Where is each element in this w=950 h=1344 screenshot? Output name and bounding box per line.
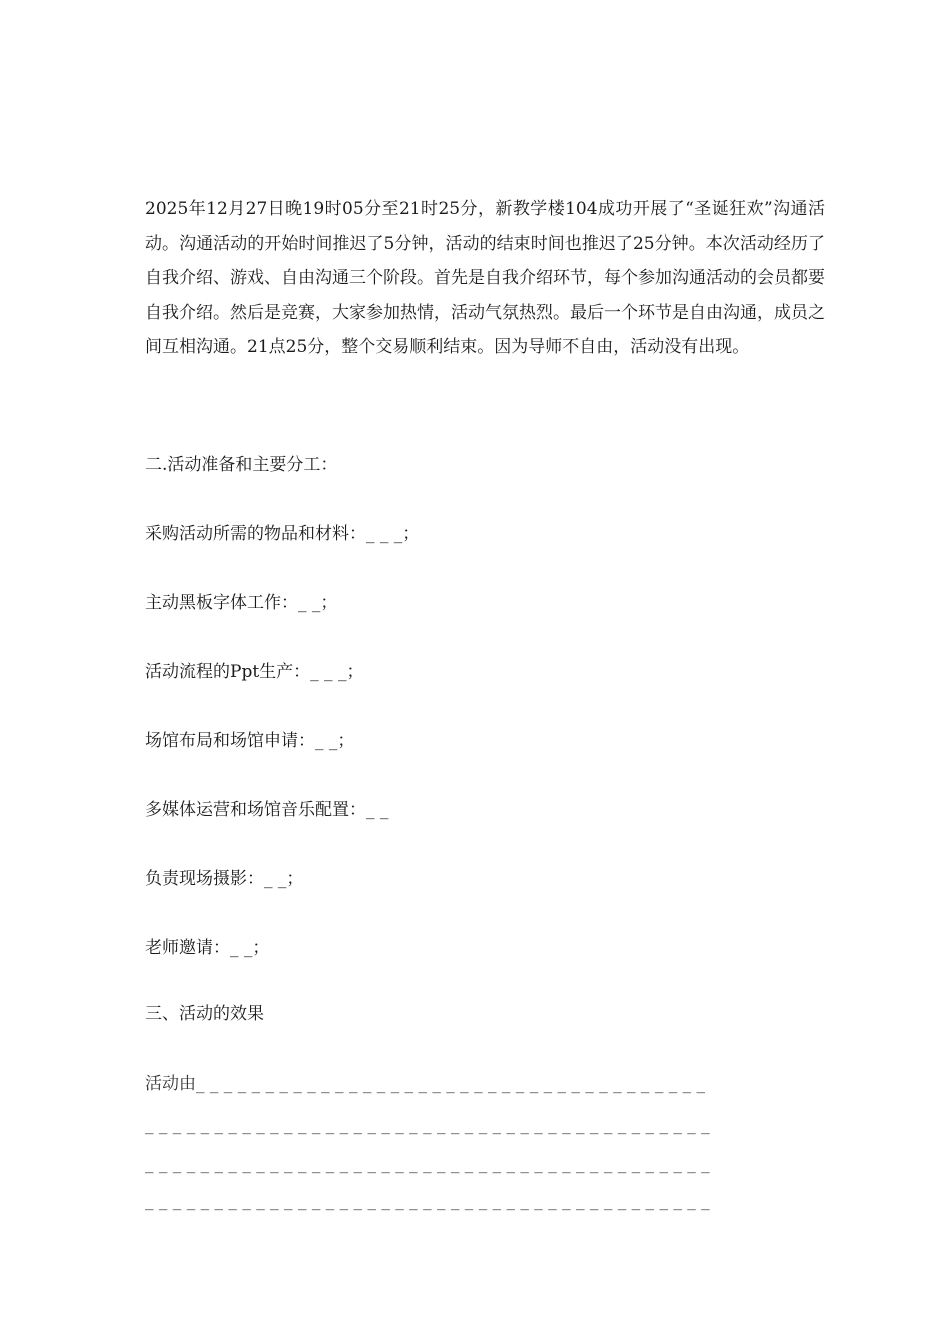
task-photography: 负责现场摄影：_ _； xyxy=(145,869,304,889)
task-blackboard-lettering: 主动黑板字体工作：_ _； xyxy=(145,593,338,613)
task-ppt-production: 活动流程的Ppt生产：_ _ _； xyxy=(145,662,364,682)
task-multimedia-music: 多媒体运营和场馆音乐配置：_ _ xyxy=(145,800,389,820)
task-teacher-invitation: 老师邀请：_ _； xyxy=(145,938,270,958)
section-two-heading: 二.活动准备和主要分工： xyxy=(145,455,338,475)
task-venue-layout: 场馆布局和场馆申请：_ _； xyxy=(145,731,355,751)
section-three-heading: 三、活动的效果 xyxy=(145,1004,264,1024)
effect-fill-line: _ _ _ _ _ _ _ _ _ _ _ _ _ _ _ _ _ _ _ _ _ _ _ _ _ _ _ _ _ _ _ _ _ _ _ _ _ _ _ _ _ xyxy=(145,1191,710,1211)
effect-fill-line: _ _ _ _ _ _ _ _ _ _ _ _ _ _ _ _ _ _ _ _ _ _ _ _ _ _ _ _ _ _ _ _ _ _ _ _ _ _ _ _ _ xyxy=(145,1154,710,1174)
intro-paragraph: 2025年12月27日晚19时05分至21时25分，新教学楼104成功开展了“圣诞狂欢”沟通活动。沟通活动的开始时间推迟了5分钟，活动的结束时间也推迟了25分钟。本次活动经历了自我介绍、游戏、自由沟通三个阶段。首先是自我介绍环节，每个参加沟通活动的会员都要自我介绍。然后是竞赛，大家参加热情，活动气氛热烈。最后一个环节是自由沟通，成员之间互相沟通。21点25分，整个交易顺利结束。因为导师不自由，活动没有出现。 xyxy=(145,199,825,357)
task-purchase-materials: 采购活动所需的物品和材料：_ _ _； xyxy=(145,524,420,544)
effect-fill-line: 活动由_ _ _ _ _ _ _ _ _ _ _ _ _ _ _ _ _ _ _ _ _ _ _ _ _ _ _ _ _ _ _ _ _ _ _ _ _ xyxy=(145,1074,706,1094)
effect-fill-line: _ _ _ _ _ _ _ _ _ _ _ _ _ _ _ _ _ _ _ _ _ _ _ _ _ _ _ _ _ _ _ _ _ _ _ _ _ _ _ _ _ xyxy=(145,1115,710,1135)
